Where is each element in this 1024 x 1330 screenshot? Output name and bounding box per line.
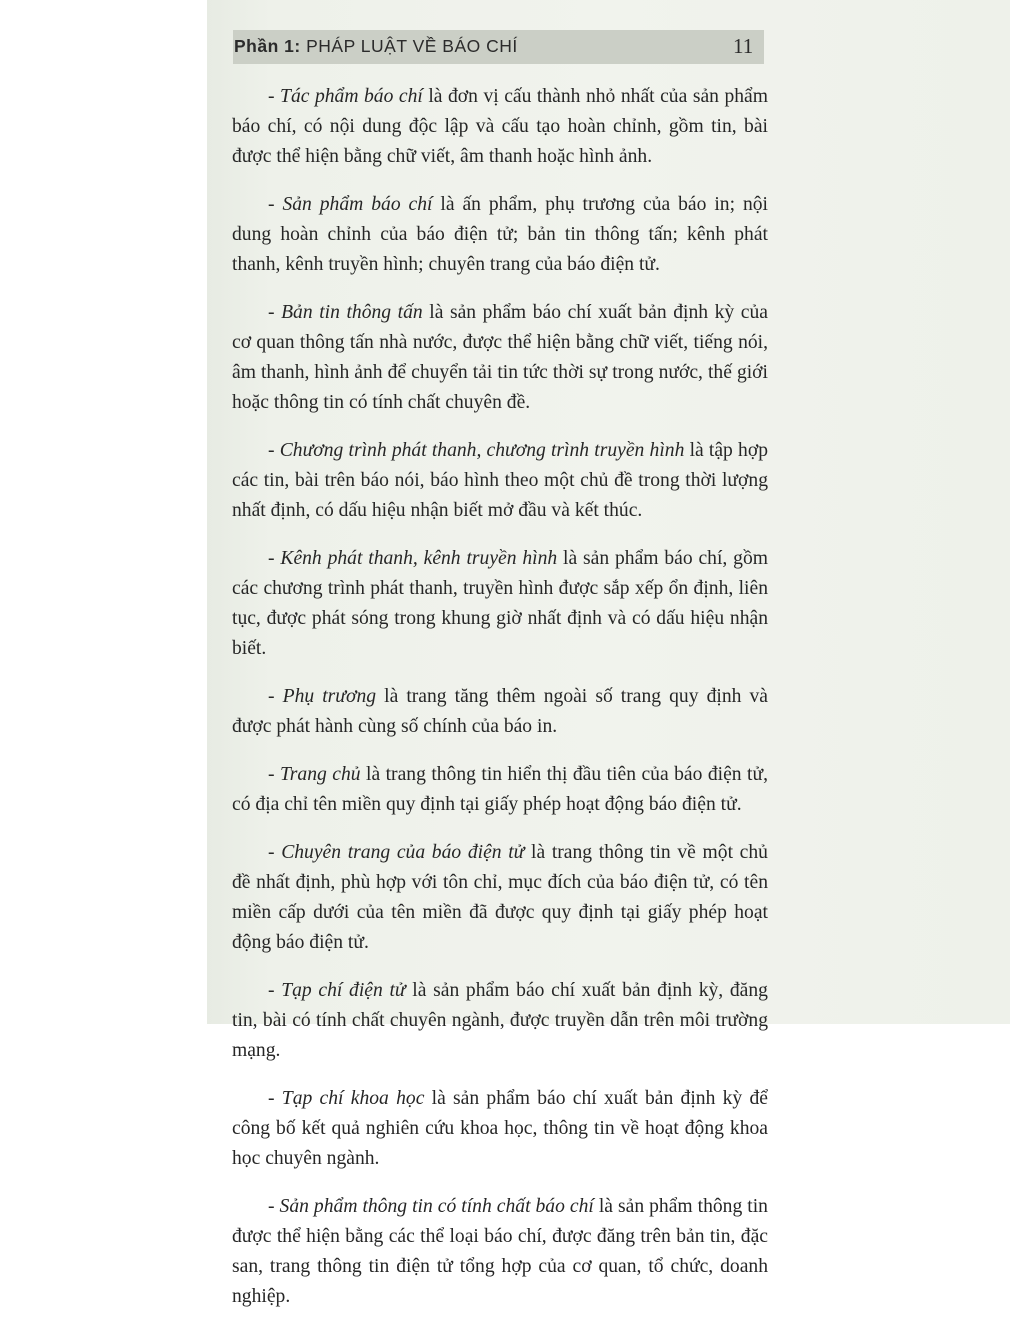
- defined-term: Bản tin thông tấn: [281, 302, 423, 323]
- defined-term: Chuyên trang của báo điện tử: [281, 842, 525, 863]
- definition-paragraph: - Tạp chí khoa học là sản phẩm báo chí xuất bản định kỳ để công bố kết quả nghiên cứu khoa học, thông tin về hoạt động khoa học chuyên ngành.: [232, 1088, 768, 1169]
- definition-paragraph: - Phụ trương là trang tăng thêm ngoài số trang quy định và được phát hành cùng số chính của báo in.: [232, 686, 768, 737]
- definition-paragraph: - Kênh phát thanh, kênh truyền hình là sản phẩm báo chí, gồm các chương trình phát thanh, truyền hình được sắp xếp ổn định, liên tục, được phát sóng trong khung giờ nhất định và có dấu hiệu nhận biết.: [232, 548, 768, 659]
- definition-paragraph: - Chuyên trang của báo điện tử là trang thông tin về một chủ đề nhất định, phù hợp với tôn chỉ, mục đích của báo điện tử, có tên miền cấp dưới của tên miền đã được quy định tại giấy phép hoạt động báo điện tử.: [232, 842, 768, 953]
- defined-term: Kênh phát thanh, kênh truyền hình: [280, 548, 558, 569]
- defined-term: Sản phẩm thông tin có tính chất báo chí: [279, 1196, 594, 1217]
- definition-paragraph: - Sản phẩm thông tin có tính chất báo chí là sản phẩm thông tin được thể hiện bằng các thể loại báo chí, được đăng trên bản tin, đặc san, trang thông tin điện tử tổng hợp của cơ quan, tổ chức, doanh nghiệp.: [232, 1196, 768, 1307]
- body-text: [232, 82, 768, 1330]
- definition-paragraph: - Bản tin thông tấn là sản phẩm báo chí xuất bản định kỳ của cơ quan thông tấn nhà nước, được thể hiện bằng chữ viết, tiếng nói, âm thanh, hình ảnh để chuyển tải tin tức thời sự trong nước, thế giới hoặc thông tin có tính chất chuyên đề.: [232, 302, 768, 413]
- section-label: Phần 1:: [234, 36, 301, 56]
- running-header-title: [234, 36, 518, 57]
- defined-term: Chương trình phát thanh, chương trình truyền hình: [279, 440, 685, 461]
- page-number: 11: [733, 34, 754, 58]
- defined-term: Sản phẩm báo chí: [282, 194, 433, 215]
- definition-paragraph: - Trang chủ là trang thông tin hiển thị đầu tiên của báo điện tử, có địa chỉ tên miền quy định tại giấy phép hoạt động báo điện tử.: [232, 764, 768, 815]
- definition-paragraph: - Tác phẩm báo chí là đơn vị cấu thành nhỏ nhất của sản phẩm báo chí, có nội dung độc lập và cấu tạo hoàn chỉnh, gồm tin, bài được thể hiện bằng chữ viết, âm thanh hoặc hình ảnh.: [232, 86, 768, 167]
- defined-term: Tạp chí điện tử: [281, 980, 406, 1001]
- definition-paragraph: - Chương trình phát thanh, chương trình truyền hình là tập hợp các tin, bài trên báo nói, báo hình theo một chủ đề trong thời lượng nhất định, có dấu hiệu nhận biết mở đầu và kết thúc.: [232, 440, 768, 521]
- defined-term: Tạp chí khoa học: [281, 1088, 425, 1109]
- defined-term: Tác phẩm báo chí: [280, 86, 423, 107]
- definition-paragraph: - Tạp chí điện tử là sản phẩm báo chí xuất bản định kỳ, đăng tin, bài có tính chất chuyên ngành, được truyền dẫn trên môi trường mạng.: [232, 980, 768, 1061]
- definition-paragraph: - Sản phẩm báo chí là ấn phẩm, phụ trương của báo in; nội dung hoàn chỉnh của báo điện tử; bản tin thông tấn; kênh phát thanh, kênh truyền hình; chuyên trang của báo điện tử.: [232, 194, 768, 275]
- section-title: PHÁP LUẬT VỀ BÁO CHÍ: [306, 36, 518, 56]
- defined-term: Phụ trương: [282, 686, 377, 707]
- defined-term: Trang chủ: [279, 764, 361, 785]
